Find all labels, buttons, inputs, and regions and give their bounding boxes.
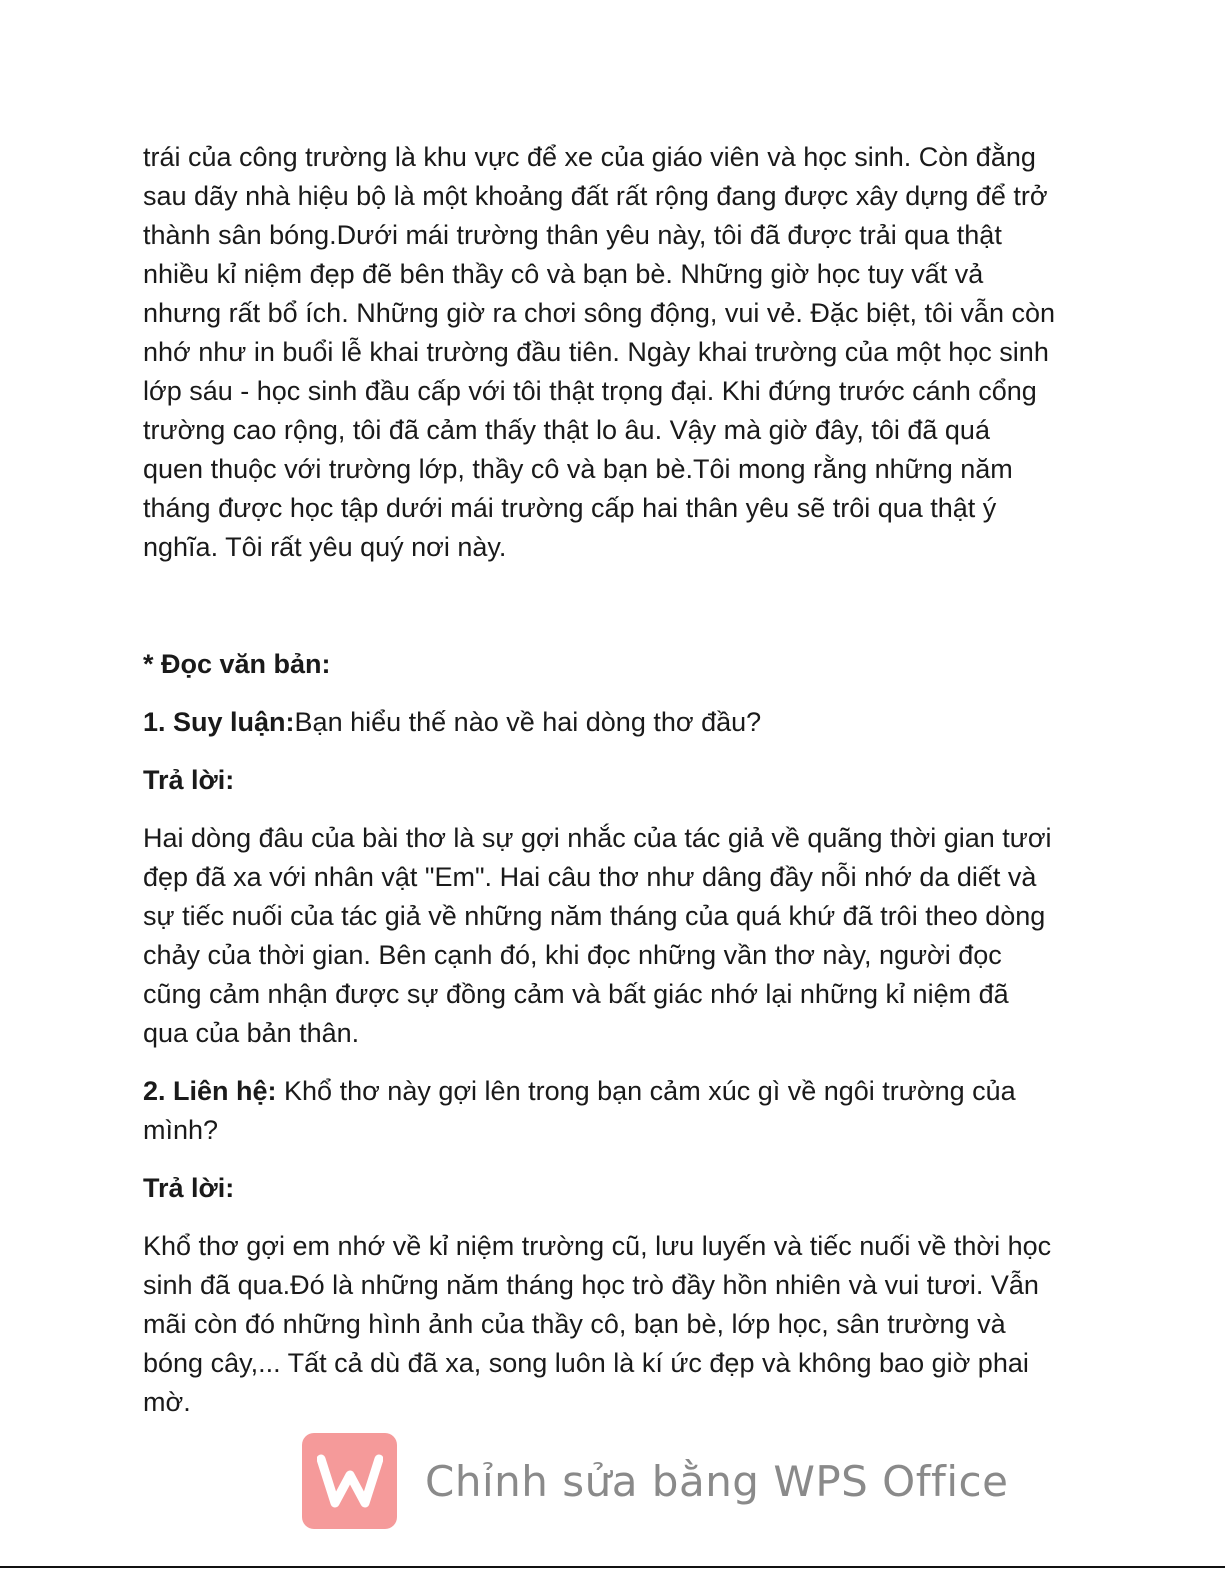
question-2-label: 2. Liên hệ: xyxy=(143,1076,277,1106)
spacer xyxy=(143,567,1083,645)
text-line: sau dãy nhà hiệu bộ là một khoảng đất rất rộng đang được xây dựng để trở xyxy=(143,181,1048,211)
text-line: lớp sáu - học sinh đầu cấp với tôi thật trọng đại. Khi đứng trước cánh cổng xyxy=(143,376,1037,406)
answer-1 xyxy=(143,819,1083,1053)
text-line xyxy=(143,1072,1083,1111)
question-1-text: Bạn hiểu thế nào về hai dòng thơ đầu? xyxy=(294,707,762,737)
question-2-text: Khổ thơ này gợi lên trong bạn cảm xúc gì về ngôi trường của xyxy=(276,1076,1016,1106)
text-line: mình? xyxy=(143,1115,219,1145)
page-bottom-rule xyxy=(0,1566,1225,1568)
text-line: cũng cảm nhận được sự đồng cảm và bất giác nhớ lại những kỉ niệm đã xyxy=(143,979,1009,1009)
text-line: sinh đã qua.Đó là những năm tháng học trò đầy hồn nhiên và vui tươi. Vẫn xyxy=(143,1270,1039,1300)
text-line: nhớ như in buổi lễ khai trường đầu tiên. Ngày khai trường của một học sinh xyxy=(143,337,1049,367)
wps-watermark xyxy=(302,1433,1008,1529)
text-line: nghĩa. Tôi rất yêu quý nơi này. xyxy=(143,532,507,562)
text-line: trái của công trường là khu vực để xe của giáo viên và học sinh. Còn đằng xyxy=(143,142,1036,172)
text-line: Hai dòng đâu của bài thơ là sự gợi nhắc của tác giả về quãng thời gian tươi xyxy=(143,823,1052,853)
wps-logo-icon xyxy=(302,1433,397,1529)
text-line: chảy của thời gian. Bên cạnh đó, khi đọc những vần thơ này, người đọc xyxy=(143,940,1002,970)
answer-1-label: Trả lời: xyxy=(143,765,235,795)
intro-paragraph xyxy=(143,138,1083,567)
text-line: sự tiếc nuối của tác giả về những năm tháng của quá khứ đã trôi theo dòng xyxy=(143,901,1046,931)
text-line: nhiều kỉ niệm đẹp đẽ bên thầy cô và bạn bè. Những giờ học tuy vất vả xyxy=(143,259,984,289)
section-heading: * Đọc văn bản: xyxy=(143,649,331,679)
text-line: quen thuộc với trường lớp, thầy cô và bạn bè.Tôi mong rằng những năm xyxy=(143,454,1013,484)
question-1 xyxy=(143,703,1083,742)
text-line: nhưng rất bổ ích. Những giờ ra chơi sông động, vui vẻ. Đặc biệt, tôi vẫn còn xyxy=(143,298,1056,328)
text-line: tháng được học tập dưới mái trường cấp hai thân yêu sẽ trôi qua thật ý xyxy=(143,493,997,523)
text-line: đẹp đã xa với nhân vật "Em". Hai câu thơ như dâng đầy nỗi nhớ da diết và xyxy=(143,862,1037,892)
question-2 xyxy=(143,1072,1083,1150)
text-line: bóng cây,... Tất cả dù đã xa, song luôn là kí ức đẹp và không bao giờ phai xyxy=(143,1348,1029,1378)
text-line: Khổ thơ gợi em nhớ về kỉ niệm trường cũ, lưu luyến và tiếc nuối về thời học xyxy=(143,1231,1052,1261)
document-page xyxy=(143,138,1083,1422)
watermark-text: Chỉnh sửa bằng WPS Office xyxy=(425,1456,1009,1506)
text-line: mãi còn đó những hình ảnh của thầy cô, bạn bè, lớp học, sân trường và xyxy=(143,1309,1006,1339)
text-line: qua của bản thân. xyxy=(143,1018,360,1048)
text-line: trường cao rộng, tôi đã cảm thấy thật lo âu. Vậy mà giờ đây, tôi đã quá xyxy=(143,415,990,445)
text-line: thành sân bóng.Dưới mái trường thân yêu này, tôi đã được trải qua thật xyxy=(143,220,1002,250)
text-line: mờ. xyxy=(143,1387,191,1417)
answer-2 xyxy=(143,1227,1083,1422)
answer-2-label: Trả lời: xyxy=(143,1173,235,1203)
question-1-label: 1. Suy luận: xyxy=(143,707,295,737)
